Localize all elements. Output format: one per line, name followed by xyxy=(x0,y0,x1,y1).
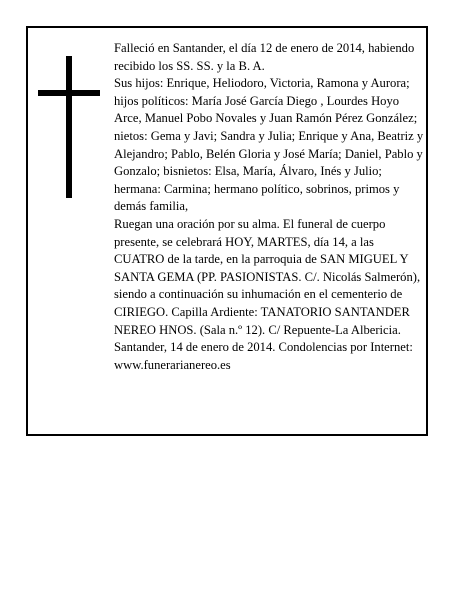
obituary-text xyxy=(114,40,426,374)
obituary-notice xyxy=(26,26,428,436)
funeral-details: Ruegan una oración por su alma. El funeral de cuerpo presente, se celebrará HOY, MARTES, día 14, a las CUATRO de la tarde, en la parroquia de SAN MIGUEL Y SANTA GEMA (PP. PASIONISTAS. C/. Nicolás Salmerón), siendo a continuación su inhumación en el cementerio de CIRIEGO. Capilla Ardiente: TANATORIO SANTANDER NEREO HNOS. (Sala n.º 12). C/ Repuente-La Albericia. xyxy=(114,216,421,337)
cross-vertical-bar xyxy=(66,56,72,198)
cross-icon xyxy=(38,56,100,198)
family-list: Sus hijos: Enrique, Heliodoro, Victoria, Ramona y Aurora; hijos políticos: María José García Diego , Lourdes Hoyo Arce, Manuel Pobo Novales y Juan Ramón Pérez González; nietos: Gema y Javi; Sandra y Julia; Enrique y Ana, Beatriz y Alejandro; Pablo, Belén Gloria y José María; Daniel, Pablo y Gonzalo; bisnietos: Elsa, María, Álvaro, Inés y Julio; hermana: Carmina; hermano político, sobrinos, primos y demás familia, xyxy=(114,76,424,214)
death-announcement: Falleció en Santander, el día 12 de enero de 2014, habiendo recibido los SS. SS. y la B. A. xyxy=(114,41,415,73)
cross-horizontal-bar xyxy=(38,90,100,96)
date-and-condolences: Santander, 14 de enero de 2014. Condolencias por Internet: www.funerarianereo.es xyxy=(114,340,413,372)
